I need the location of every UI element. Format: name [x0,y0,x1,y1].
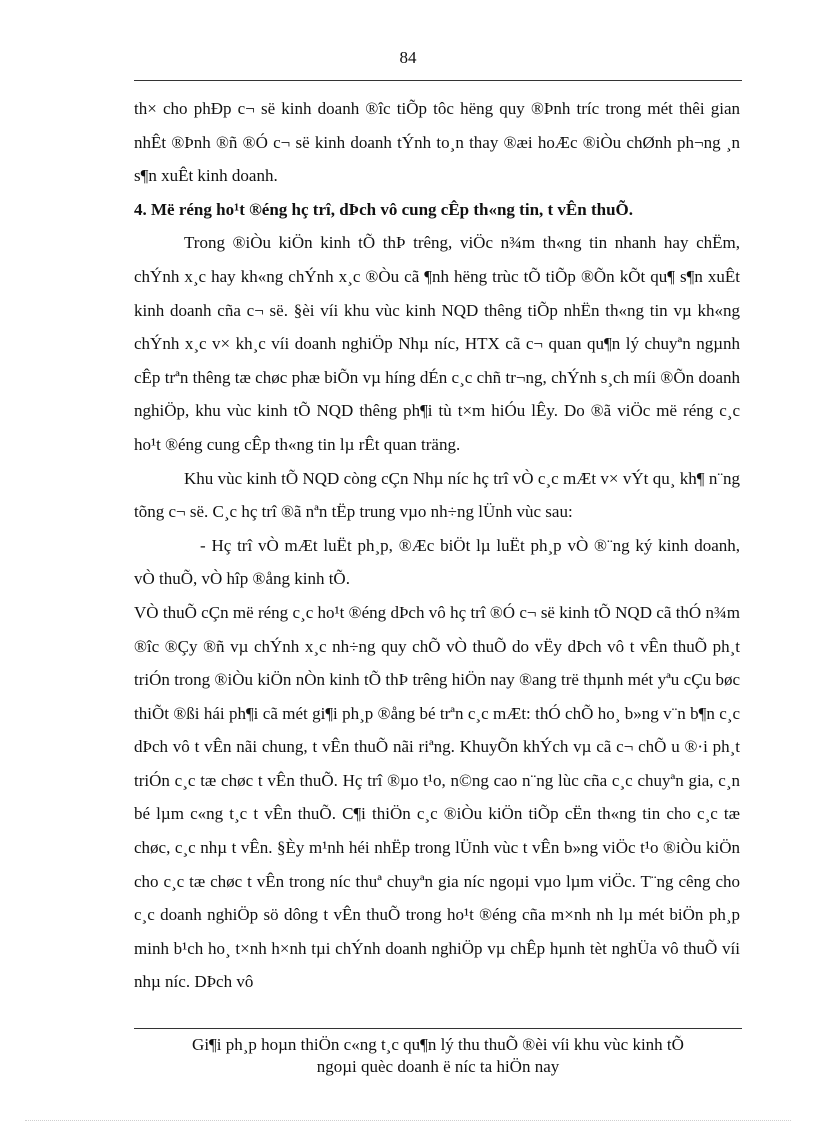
paragraph: Khu vùc kinh tÕ NQD còng cÇn Nhµ níc hç trî vÒ c¸c mÆt v× vÝt qu¸ kh¶ n¨ng tõng c¬ së. C¸c hç trî ®ã nªn tËp trung vµo nh÷ng lÜnh vùc sau: [134,468,740,522]
list-item: - Hç trî vÒ mÆt luËt ph¸p, ®Æc biÖt lµ luËt ph¸p vÒ ®¨ng ký kinh doanh, vÒ thuÕ, vÒ hîp ®ång kinh tÕ. [134,535,740,589]
header-divider [134,80,742,81]
paragraph-continuation: th× cho phÐp c¬ së kinh doanh ®îc tiÕp tôc hëng quy ®Þnh tríc trong mét thêi gian nhÊt ®Þnh ®ñ ®Ó c¬ së kinh doanh tÝnh to¸n thay ®æi hoÆc ®iÒu chØnh ph¬ng ¸n s¶n xuÊt kinh doanh. [134,99,740,186]
section-heading: 4. Më réng ho¹t ®éng hç trî, dÞch vô cung cÊp th«ng tin, t vÊn thuÕ. [134,199,634,219]
footer-title-line: Gi¶i ph¸p hoµn thiÖn c«ng t¸c qu¶n lý thu thuÕ ®èi víi khu vùc kinh tÕ [192,1035,684,1054]
document-body [134,92,740,999]
page-number: 84 [399,48,417,67]
paragraph: Trong ®iÒu kiÖn kinh tÕ thÞ trêng, viÖc n¾m th«ng tin nhanh hay chËm, chÝnh x¸c hay kh«ng chÝnh x¸c ®Òu cã ¶nh hëng trùc tÕ tiÕp ®Õn kÕt qu¶ s¶n xuÊt kinh doanh cña c¬ së. §èi víi khu vùc kinh NQD thêng tiÕp nhËn th«ng tin vµ kh«ng chÝnh x¸c v× kh¸c víi doanh nghiÖp Nhµ níc, HTX cã c¬ quan qu¶n lý chuyªn ngµnh cÊp trªn thêng tæ chøc phæ biÕn vµ híng dÉn c¸c chñ tr¬ng, chÝnh s¸ch míi ®Õn doanh nghiÖp, khu vùc kinh tÕ NQD thêng ph¶i tù t×m hiÓu lÊy. Do ®ã viÖc më réng c¸c ho¹t ®éng cung cÊp th«ng tin lµ rÊt quan träng. [134,233,740,454]
page-edge [25,1120,791,1121]
paragraph: VÒ thuÕ cÇn më réng c¸c ho¹t ®éng dÞch vô hç trî ®Ó c¬ së kinh tÕ NQD cã thÓ n¾m ®îc ®Çy ®ñ vµ chÝnh x¸c nh÷ng quy chÕ vÒ thuÕ do vËy dÞch vô t vÊn thuÕ ph¸t triÓn trong ®iÒu kiÖn nÒn kinh tÕ thÞ trêng hiÖn nay ®ang trë thµnh mét yªu cÇu bøc thiÕt ®ßi hái ph¶i cã mét gi¶i ph¸p ®ång bé trªn c¸c mÆt: thÓ chÕ ho¸ b»ng v¨n b¶n c¸c dÞch vô t vÊn nãi chung, t vÊn thuÕ nãi riªng. KhuyÕn khÝch vµ cã c¬ chÕ u ®·i ph¸t triÓn c¸c tæ chøc t vÊn thuÕ. Hç trî ®µo t¹o, n©ng cao n¨ng lùc cña c¸c chuyªn gia, c¸n bé lµm c«ng t¸c t vÊn thuÕ. C¶i thiÖn c¸c ®iÒu kiÖn tiÕp cËn th«ng tin cho c¸c tæ chøc, c¸c nhµ t vÊn. §Èy m¹nh héi nhËp trong lÜnh vùc t vÊn b»ng viÖc t¹o ®iÒu kiÖn cho c¸c tæ chøc t vÊn trong níc thuª chuyªn gia níc ngoµi vµo lµm viÖc. T¨ng cêng cho c¸c doanh nghiÖp sö dông t vÊn thuÕ trong ho¹t ®éng cña m×nh nh lµ mét biÖn ph¸p minh b¹ch ho¸ t×nh h×nh tµi chÝnh doanh nghiÖp vµ chÊp hµnh tèt nghÜa vô thuÕ víi nhµ níc. DÞch vô [134,602,740,992]
footer-title-line: ngoµi quèc doanh ë níc ta hiÖn nay [316,1057,560,1076]
page-footer [134,1034,742,1078]
footer-divider [134,1028,742,1029]
